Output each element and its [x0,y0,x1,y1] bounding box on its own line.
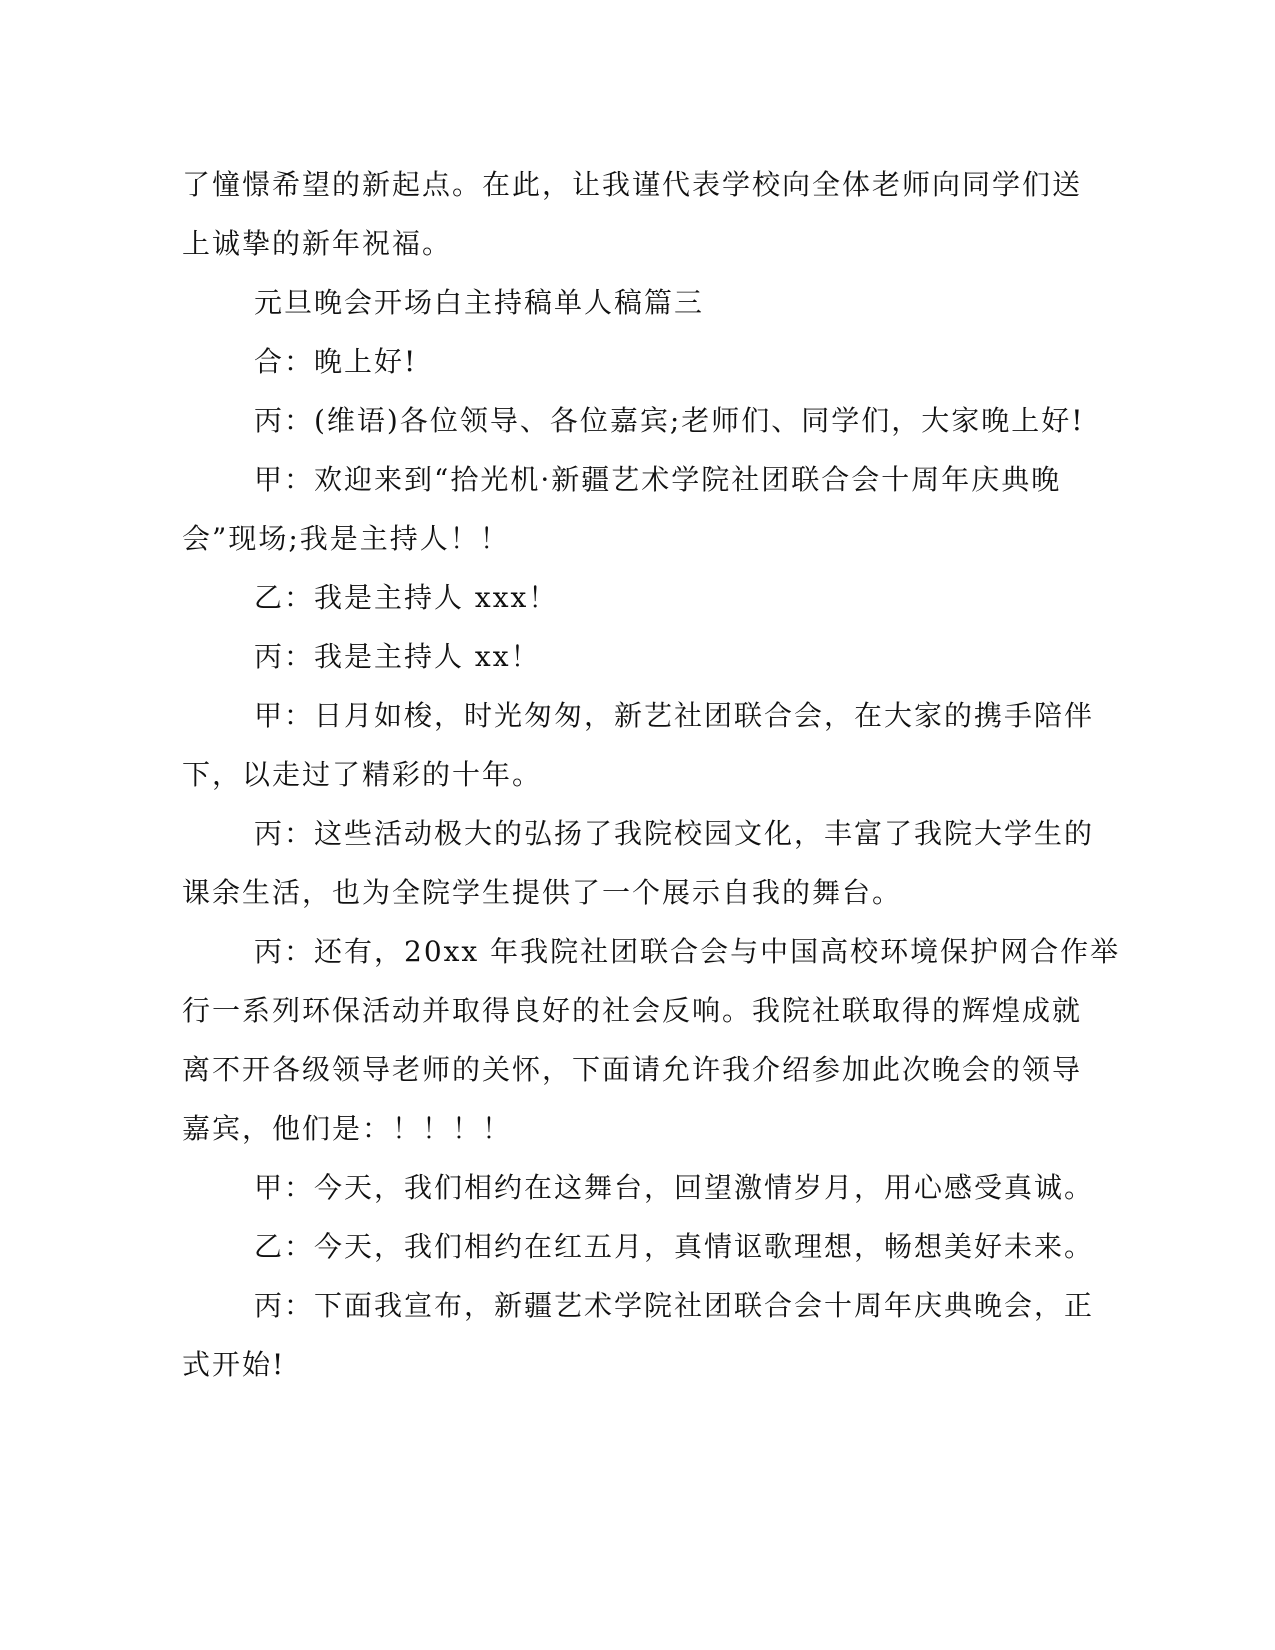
text-line: 甲：日月如梭，时光匆匆，新艺社团联合会，在大家的携手陪伴 [254,699,1095,732]
text-line: 丙：(维语)各位领导、各位嘉宾;老师们、同学们，大家晚上好! [254,404,1085,437]
text-line: 丙：还有，20xx 年我院社团联合会与中国高校环境保护网合作举 [254,935,1121,968]
text-line: 课余生活，也为全院学生提供了一个展示自我的舞台。 [182,876,903,909]
text-line: 了憧憬希望的新起点。在此，让我谨代表学校向全体老师向同学们送 [182,168,1083,201]
text-line: 下，以走过了精彩的十年。 [182,758,543,791]
text-line: 会”现场;我是主持人！！ [182,522,510,555]
document-body [182,155,1121,1394]
text-line: 丙：这些活动极大的弘扬了我院校园文化，丰富了我院大学生的 [254,817,1095,850]
section-title: 元旦晚会开场白主持稿单人稿篇三 [254,286,705,319]
text-line: 合：晚上好! [254,345,418,378]
text-line: 行一系列环保活动并取得良好的社会反响。我院社联取得的辉煌成就 [182,994,1083,1027]
text-line: 嘉宾，他们是：！！！！ [182,1112,513,1145]
text-line: 丙：下面我宣布，新疆艺术学院社团联合会十周年庆典晚会，正 [254,1289,1095,1322]
text-line: 甲：今天，我们相约在这舞台，回望激情岁月，用心感受真诚。 [254,1171,1095,1204]
text-line: 乙：我是主持人 xxx！ [254,581,559,614]
text-line: 离不开各级领导老师的关怀，下面请允许我介绍参加此次晚会的领导 [182,1053,1083,1086]
text-line: 甲：欢迎来到“拾光机·新疆艺术学院社团联合会十周年庆典晚 [254,463,1062,496]
text-line: 乙：今天，我们相约在红五月，真情讴歌理想，畅想美好未来。 [254,1230,1095,1263]
text-line: 上诚挚的新年祝福。 [182,227,453,260]
text-line: 式开始! [182,1348,286,1381]
text-line: 丙：我是主持人 xx！ [254,640,541,673]
